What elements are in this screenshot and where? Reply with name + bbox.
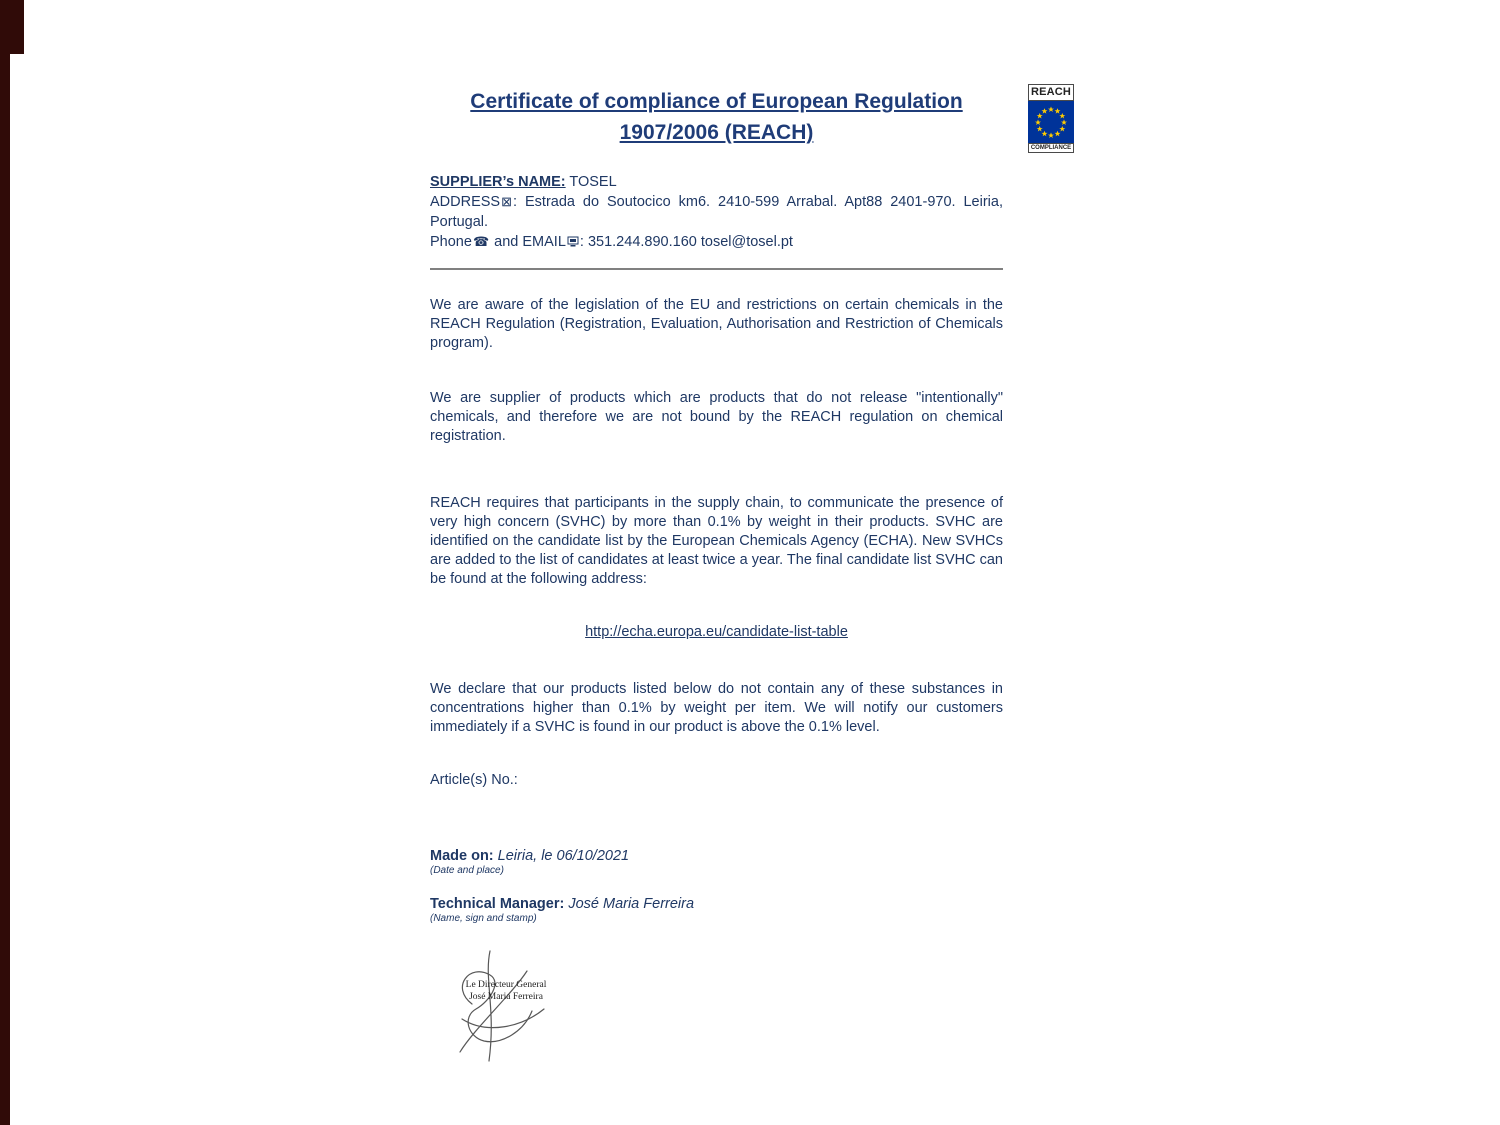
- paragraph-supplier-statement: We are supplier of products which are products that do not release "intentionally" chemicals, and therefore we are not bound by the REACH regulation on chemical registration.: [430, 390, 1003, 444]
- email-label: and EMAIL: [490, 234, 566, 250]
- signature-scribble-icon: [432, 949, 592, 1064]
- date-place-note: (Date and place): [430, 865, 504, 876]
- email-icon: [566, 234, 580, 249]
- signature-stamp: [432, 949, 592, 1064]
- made-on-value: Leiria, le 06/10/2021: [497, 848, 630, 864]
- eu-flag-icon: [1028, 101, 1074, 143]
- technical-manager-line: [430, 895, 1003, 913]
- divider-line: [430, 268, 1003, 270]
- article-number-label: Article(s) No.:: [430, 772, 518, 788]
- document-content: [430, 86, 1003, 1064]
- supplier-name-label: SUPPLIER’s NAME:: [430, 174, 566, 190]
- stamp-line-2: José Maria Ferreira: [469, 992, 543, 1002]
- reach-logo-compliance-label: COMPLIANCE: [1028, 143, 1074, 153]
- candidate-list-link[interactable]: http://echa.europa.eu/candidate-list-table: [585, 624, 848, 640]
- address-value: : Estrada do Soutocico km6. 2410-599 Arrabal. Apt88 2401-970. Leiria, Portugal.: [430, 194, 1003, 230]
- scan-edge-artifact: [0, 0, 10, 1125]
- supplier-contact-line: [430, 232, 1003, 252]
- scan-corner-artifact: [0, 0, 24, 54]
- paragraph-reach-requirements: REACH requires that participants in the supply chain, to communicate the presence of very high concern (SVHC) by more than 0.1% by weight in their products. SVHC are identified on the candidate list by the European Chemicals Agency (ECHA). New SVHCs are added to the list of candidates at least twice a year. The final candidate list SVHC can be found at the following address:: [430, 495, 1003, 587]
- page-title-line1: Certificate of compliance of European Regulation: [470, 90, 963, 113]
- address-label: ADDRESS: [430, 194, 501, 210]
- page-title-line2: 1907/2006 (REACH): [619, 121, 814, 144]
- stamp-text: [454, 979, 558, 1003]
- phone-icon: ☎: [472, 234, 490, 249]
- name-sign-stamp-note: (Name, sign and stamp): [430, 913, 537, 924]
- stamp-line-1: Le Directeur General: [465, 980, 547, 990]
- supplier-name-value: TOSEL: [565, 174, 617, 190]
- paragraph-awareness: We are aware of the legislation of the EU and restrictions on certain chemicals in the REACH Regulation (Registration, Evaluation, Authorisation and Restriction of Chemicals program).: [430, 297, 1003, 351]
- phone-label: Phone: [430, 234, 472, 250]
- envelope-icon: ⊠: [501, 194, 513, 209]
- technical-manager-name: José Maria Ferreira: [568, 896, 695, 912]
- contact-value: : 351.244.890.160 tosel@tosel.pt: [579, 234, 793, 250]
- made-on-label: Made on:: [430, 848, 494, 864]
- made-on-line: [430, 847, 1003, 865]
- paragraph-declaration: We declare that our products listed below do not contain any of these substances in concentrations higher than 0.1% by weight per item. We will notify our customers immediately if a SVHC is found in our product is above the 0.1% level.: [430, 681, 1003, 735]
- page-title: [430, 86, 1003, 148]
- technical-manager-label: Technical Manager:: [430, 896, 565, 912]
- reach-logo-title: REACH: [1028, 84, 1074, 101]
- reach-compliance-logo: [1028, 84, 1074, 153]
- supplier-name-line: [430, 172, 1003, 192]
- supplier-address-line: [430, 192, 1003, 232]
- candidate-list-link-line: [430, 623, 1003, 642]
